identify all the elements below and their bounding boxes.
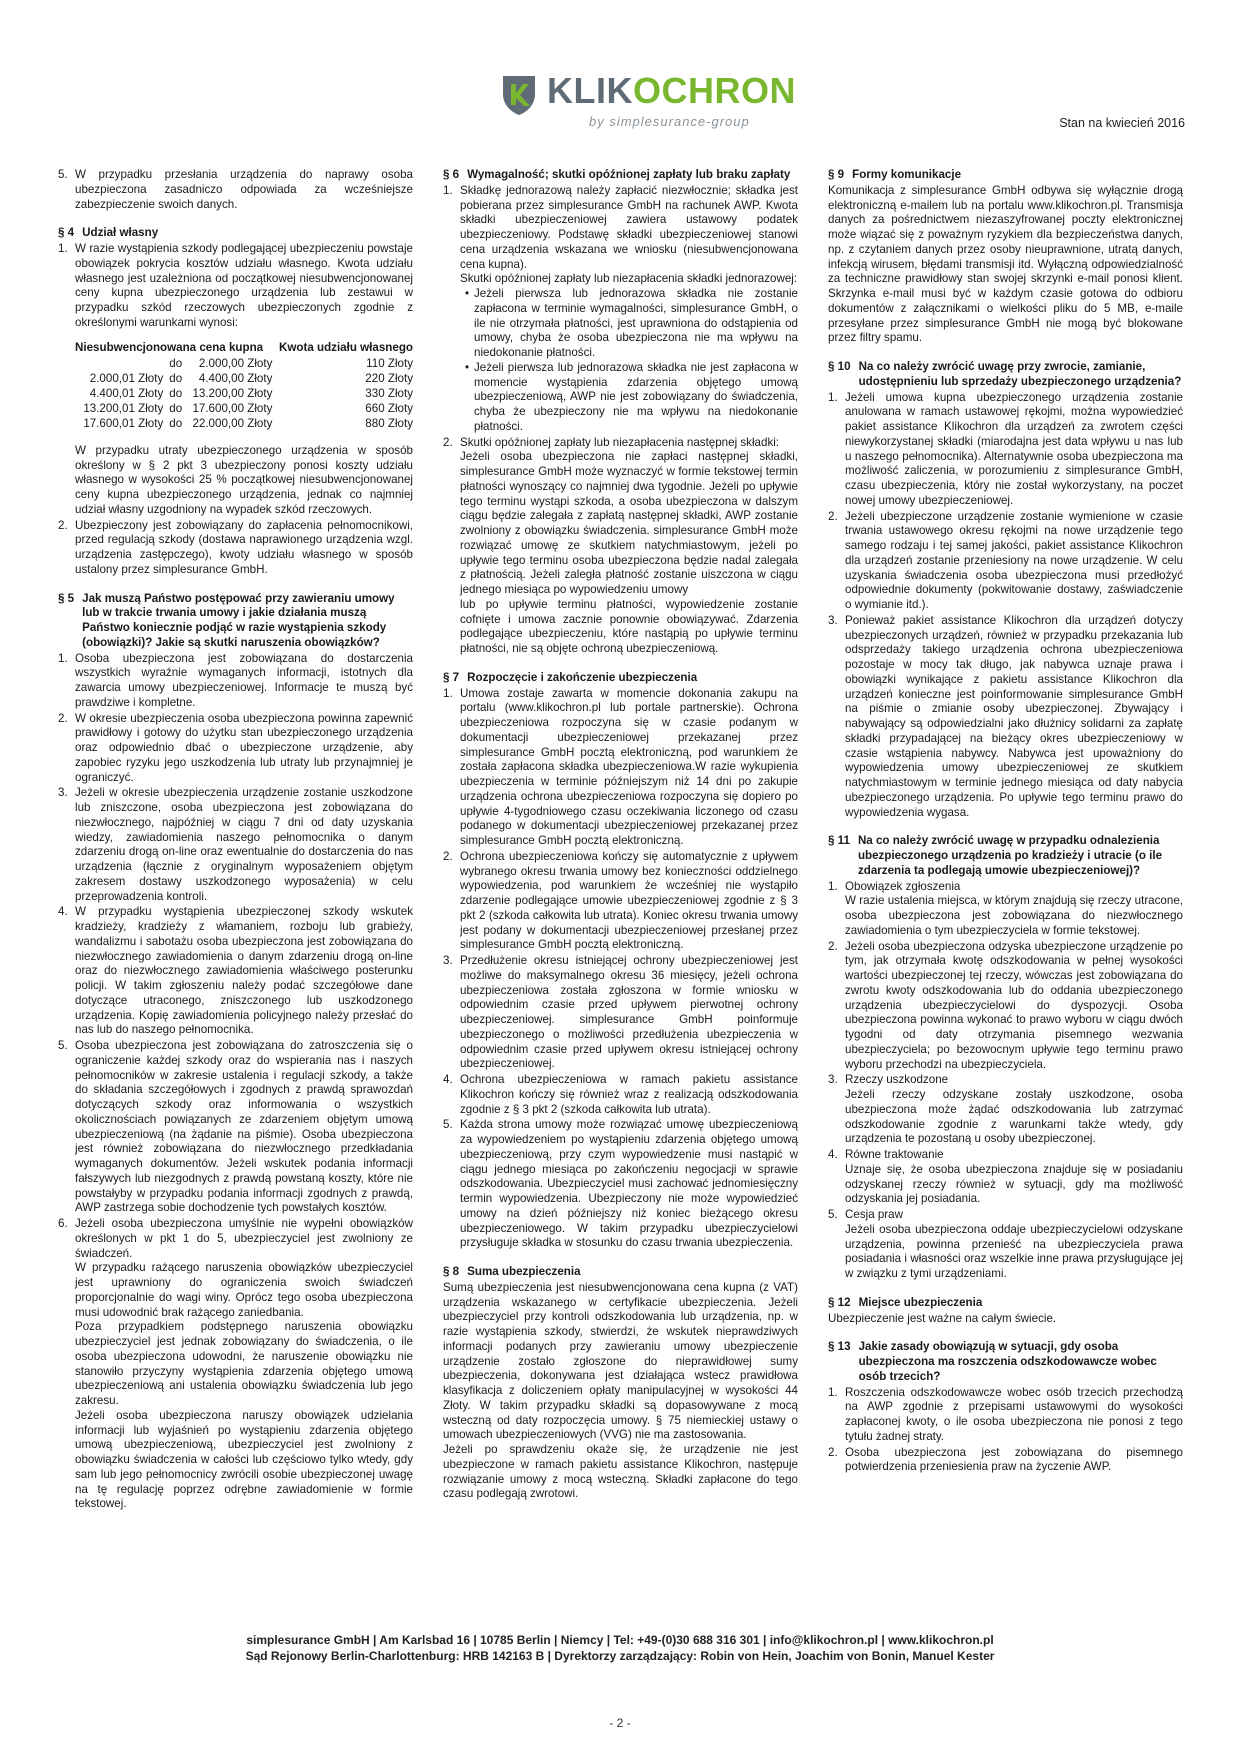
item-number: 3. [828, 1073, 838, 1087]
list-item [828, 1386, 1183, 1445]
item-number: 1. [58, 242, 68, 255]
shield-logo-icon [499, 72, 539, 116]
section-heading [828, 1340, 1183, 1384]
deductible-table [75, 341, 413, 432]
section-5 [58, 592, 413, 1513]
list-item [828, 614, 1183, 821]
section-13 [828, 1340, 1183, 1475]
section-title: Formy komunikacje [852, 168, 962, 181]
list-item [443, 1118, 798, 1251]
logo-tagline: by simplesurance-group [589, 114, 750, 129]
list-item [828, 510, 1183, 613]
section-number: § 6 [443, 168, 460, 181]
section-heading [828, 1296, 1183, 1311]
item-text: lub po upływie terminu płatności, wypowiedzenie zostanie cofnięte i umowa zacznie ponownie obowiązywać. Zdarzenia podlegające ubezpieczeniu, które nastąpią po upływie terminu płatności, nie są objęte ochroną ubezpieczeniową. [460, 597, 798, 655]
section-4 [58, 226, 413, 577]
list-item [443, 850, 798, 953]
list-item [443, 1073, 798, 1117]
section-heading [828, 834, 1183, 878]
list-item [58, 905, 413, 1038]
table-row [75, 417, 413, 432]
price-to: 17.600,00 Złoty [192, 401, 273, 415]
section-number: § 9 [828, 168, 845, 181]
section-title: Udział własny [82, 226, 159, 240]
list-item [58, 712, 413, 786]
item-text: Osoba ubezpieczona jest zobowiązana do zatroszczenia się o ograniczenie każdej szkody oraz do wspierania nas i naszych pełnomocników w zakresie ustalenia i regulacji szkody, a także do składania szczegółowych i zgodnych z prawdą sprawozdań dotyczących szkody oraz informowania o wszystkich okolicznościach powiązanych ze zdarzeniem objętym umową ubezpieczeniową (na żądanie na piśmie). Osoba ubezpieczona jest również zobowiązana do niezwłocznego przedkładania wymaganych dokumentów. Jeżeli wskutek podania informacji fałszywych lub niezgodnych z prawdą powstaną koszty, które nie powstałyby w przypadku podania informacji zgodnych z prawdą, AWP zastrzega sobie dochodzenie tych powstałych kosztów. [75, 1039, 413, 1215]
price-to: 13.200,00 Złoty [192, 387, 273, 401]
item-text: Jeżeli rzeczy odzyskane zostały uszkodzone, osoba ubezpieczona może żądać odszkodowania lub zatrzymać odszkodowanie zgodnie z warunkami także wtedy, gdy urządzenia te pozostaną u osoby ubezpieczonej. [845, 1088, 1183, 1146]
section-12 [828, 1296, 1183, 1327]
item-number: 3. [828, 613, 838, 627]
section-9 [828, 168, 1183, 346]
section-8 [443, 1265, 798, 1502]
list-item [58, 652, 413, 711]
item-number: 1. [58, 651, 68, 665]
item-text: Skutki opóźnionej zapłaty lub niezapłacenia składki jednorazowej: [460, 272, 798, 286]
section-number: § 13 [828, 1340, 851, 1354]
section-text: Sumą ubezpieczenia jest niesubwencjonowana cena kupna (z VAT) urządzenia wskazanego w certyfikacie ubezpieczenia. Jeżeli ubezpieczyciel przy kontroli odszkodowania lub urządzenia, np. w razie wystąpienia szkody, stwierdzi, że wskutek nieprawdziwych informacji podanych przy zawieraniu umowy ubezpieczenie urządzenie zostało zgłoszone do nieprawidłowej sumy ubezpieczenia, dokonywana jest działająca wstecz prawidłowa klasyfikacja z doliczeniem opłaty manipulacyjnej w wysokości 44 Złoty. W takim przypadku składki są dopasowywane z mocą wsteczną od daty rozpoczęcia umowy. § 75 niemieckiej ustawy o umowach ubezpieczeniowych (VVG) nie ma zastosowania. [443, 1280, 798, 1442]
list-item [828, 1148, 1183, 1207]
section-text: Ubezpieczenie jest ważne na całym świecie. [828, 1311, 1057, 1325]
list-item [828, 1208, 1183, 1282]
section-title: Miejsce ubezpieczenia [858, 1295, 983, 1309]
section-heading [443, 1265, 798, 1280]
item-number: 2. [443, 435, 453, 449]
item-number: 2. [443, 849, 453, 863]
item-text: Jeżeli ubezpieczone urządzenie zostanie wymienione w czasie trwania ustawowego okresu rękojmi na nowe urządzenie tego samego rodzaju i tej samej jakości, pakiet assistance Klikochron dla urządzeń zostanie przeniesiony na nowe urządzenie. W celu uzyskania świadczenia osoba ubezpieczona musi przedłożyć odpowiednie dokumenty (pokwitowanie dostawy, zaświadczenie o wymianie itd.). [845, 509, 1183, 611]
item-text: Ponieważ pakiet assistance Klikochron dla urządzeń dotyczy ubezpieczonych urządzeń, również w przypadku przekazania lub odsprzedaży takiego urządzenia ochrona ubezpieczeniowa pozostaje w mocy tak długo, jak nabywca uznaje prawa i obowiązki wynikające z pakietu assistance Klikochron dla urządzeń konieczne jest poinformowanie simplesurance GmbH na piśmie o zmianie osoby ubezpieczonej. Zbywający i nabywający są odpowiedzialni jako dłużnicy solidarni za zapłatę składki przypadającej na bieżący okres ubezpieczeniowy w czasie wstąpienia nabywcy. Nabywca jest upoważniony do wypowiedzenia umowy ubezpieczeniowej ze skutkiem natychmiastowym w terminie jednego miesiąca od daty nabycia ubezpieczonego urządzenia. Po upływie tego terminu prawo do wypowiedzenia wygasa. [845, 613, 1183, 819]
bullet-item [460, 287, 798, 361]
deductible-amount: 660 Złoty [365, 401, 413, 415]
section-title: Jakie zasady obowiązują w sytuacji, gdy osoba ubezpieczona ma roszczenia odszkodowawcze wobec osób trzecich? [858, 1340, 1157, 1383]
section-text: Komunikacja z simplesurance GmbH odbywa się wyłącznie drogą elektroniczną e-mailem lub na portalu www.klikochron.pl. Transmisja danych za pośrednictwem niezaszyfrowanej poczty elektronicznej może wiązać się z poważnym ryzykiem dla bezpieczeństwa danych, np. z czytaniem danych przez osoby nieuprawnione, utratą danych, infekcją wirusem, błędami transmisji itd. Wyłączną odpowiedzialność za techniczne prawidłowy stan swojej skrzynki e-mail ponosi klient. Skrzynka e-mail musi być w każdym czasie gotowa do odbioru dokumentów z załącznikami o wielkości pliku do 5 MB, e-maile przesyłane przez simplesurance GmbH nie mogą być blokowane przez filtry spamu. [828, 183, 1183, 345]
item-subheading: Równe traktowanie [845, 1148, 944, 1161]
table-row [75, 357, 413, 372]
item-subheading: Cesja praw [845, 1208, 903, 1221]
section-number: § 10 [828, 360, 851, 373]
bullet-text: Jeżeli pierwsza lub jednorazowa składka nie zostanie zapłacona w terminie wymagalności, simplesurance GmbH, o ile nie otrzymała płatności, jest uprawniona do odstąpienia od umowy, chyba że osoba ubezpieczona nie ma wpływu na niedokonanie płatności. [474, 287, 798, 359]
item-number: 3. [58, 786, 68, 800]
column-3 [828, 168, 1183, 1489]
item-number: 5. [58, 168, 68, 181]
item-text: Roszczenia odszkodowawcze wobec osób trzecich przechodzą na AWP zgodnie z przepisami ustawowymi do wysokości zapłaconej kwoty, o ile osoba ubezpieczona nie ponosi z tego tytułu żadnej straty. [845, 1385, 1183, 1443]
section-title: Suma ubezpieczenia [467, 1265, 581, 1278]
column-1 [58, 168, 413, 1526]
price-from: 2.000,01 Złoty [89, 372, 164, 386]
item-text: Jeżeli osoba ubezpieczona umyślnie nie wypełni obowiązków określonych w pkt 1 do 5, ubezpieczyciel jest zwolniony ze świadczeń. [75, 1217, 413, 1260]
item-text: W razie ustalenia miejsca, w którym znajdują się rzeczy utracone, osoba ubezpieczona jest zobowiązana do niezwłocznego zawiadomienia o tym ubezpieczyciela w formie tekstowej. [845, 894, 1183, 937]
item-text: W przypadku wystąpienia ubezpieczonej szkody wskutek kradzieży, kradzieży z włamaniem, rozboju lub grabieży, wandalizmu i sabotażu osoba ubezpieczona jest zobowiązana do niezwłocznego zawiadomienia o danym zdarzeniu drogą on-line oraz do niezwłocznego zawiadomienia właściwego posterunku policji. W takim zgłoszeniu należy podać szczegółowe dane dotyczące utraconego, zniszczonego lub uszkodzonego urządzenia. Kopię zawiadomienia policyjnego należy przesłać do nas lub do naszego pełnomocnika. [75, 905, 413, 1037]
list-item [828, 1073, 1183, 1147]
section-heading [828, 168, 1183, 183]
section-title: Wymagalność; skutki opóźnionej zapłaty lub braku zapłaty [467, 168, 791, 181]
item-text: Ochrona ubezpieczeniowa kończy się automatycznie z upływem wybranego okresu trwania umowy bez konieczności oddzielnego wypowiedzenia, pod warunkiem że wcześniej nie wystąpiło zdarzenie podlegające umowie ubezpieczeniowej zgodnie z § 3 pkt 2 (szkoda całkowita lub utrata). Koniec okresu trwania umowy jest podany w dokumentacji ubezpieczeniowej przesłanej przez simplesurance GmbH pocztą elektroniczną. [460, 849, 798, 952]
footer-registry-line: Sąd Rejonowy Berlin-Charlottenburg: HRB 142163 B | Dyrektorzy zarządzający: Robin von Hein, Joachim von Bonin, Manuel Kester [245, 1649, 995, 1663]
bullet-icon: • [464, 360, 470, 374]
item-number: 3. [443, 954, 453, 967]
section-7 [443, 671, 798, 1251]
list-item [828, 940, 1183, 1073]
item-text: Jeżeli osoba ubezpieczona oddaje ubezpieczycielowi odzyskane urządzenia, powinna przenieść na ubezpieczyciela prawa posiadania i własności oraz wszelkie inne prawa przysługujące jej w związku z tymi urządzeniami. [845, 1222, 1183, 1280]
price-separator: do [169, 372, 183, 386]
item-number: 2. [58, 711, 68, 725]
logo-wordmark-a: KLIK [547, 70, 633, 111]
section-number: § 12 [828, 1295, 851, 1309]
item-number: 2. [828, 509, 838, 523]
deductible-amount: 880 Złoty [365, 416, 413, 430]
list-item [443, 954, 798, 1072]
page-header [0, 68, 1240, 138]
section-title: Jak muszą Państwo postępować przy zawieraniu umowy lub w trakcie trwania umowy i jakie działania muszą Państwo koniecznie podjąć w razie wystąpienia szkody (obowiązki)? Jakie są skutki naruszenia obowiązków? [82, 591, 395, 649]
item-body [845, 1148, 1183, 1207]
deductible-amount: 220 Złoty [365, 372, 413, 386]
deductible-amount: 110 Złoty [366, 357, 413, 371]
section-heading [828, 360, 1183, 390]
section-heading [58, 592, 413, 651]
price-to: 2.000,00 Złoty [198, 357, 273, 371]
list-item [443, 687, 798, 849]
column-2 [443, 168, 798, 1516]
price-from: 4.400,01 Złoty [89, 387, 164, 401]
list-item [828, 391, 1183, 509]
date-note: Stan na kwiecień 2016 [1059, 116, 1185, 130]
item-text: Ochrona ubezpieczeniowa w ramach pakietu assistance Klikochron kończy się również wraz z realizacją odszkodowania zgodnie z § 3 pkt 2 (szkoda całkowita lub utrata). [460, 1073, 798, 1116]
page-footer [0, 1632, 1240, 1664]
item-text: Jeżeli w okresie ubezpieczenia urządzenie zostanie uszkodzone lub zniszczone, osoba ubezpieczona jest zobowiązana do niezwłocznego, najpóźniej w ciągu 7 dni od daty uzyskania wiedzy, zawiadomienia naszego pełnomocnika o danym zdarzeniu drogą on-line oraz ewentualnie do dostarczenia do nas urządzenia (łącznie z oryginalnym wyposażeniem objętym zakresem dostawy uszkodzonego wyposażenia) w celu przeprowadzenia kontroli. [75, 786, 413, 903]
item-text: Jeżeli osoba ubezpieczona odzyska ubezpieczone urządzenie po tym, jak otrzymała kwotę odszkodowania w pełnej wysokości wartości ubezpieczonej tej rzeczy, wówczas jest zobowiązana do zwrotu kwoty odszkodowania lub do oddania ubezpieczonego urządzenia ubezpieczycielowi do dyspozycji. Osoba ubezpieczona powinna wykonać to prawo wyboru w ciągu dwóch tygodni od daty otrzymania pisemnego wezwania ubezpieczyciela; po bezowocnym upływie tego terminu prawo wyboru przechodzi na ubezpieczyciela. [845, 939, 1183, 1071]
item-number: 1. [443, 686, 453, 700]
section-title: Rozpoczęcie i zakończenie ubezpieczenia [467, 670, 698, 684]
logo-wordmark-b: OCHRON [633, 70, 796, 111]
section-number: § 11 [828, 834, 850, 848]
item-body [845, 880, 1183, 939]
item-text: W razie wystąpienia szkody podlegającej ubezpieczeniu powstaje obowiązek pokrycia kosztów udziału własnego. Kwota udziału własnego jest uzależniona od początkowej niesubwencjonowanej ceny kupna ubezpieczonego urządzenia lub zestawui w przypadku szkód rzeczowych ubezpieczonych zgodnie z określonymi warunkami wynosi: [75, 242, 413, 329]
section-6 [443, 168, 798, 657]
section-number: § 5 [58, 591, 75, 605]
table-row [75, 372, 413, 387]
section-number: § 8 [443, 1265, 460, 1278]
item-text: Uznaje się, że osoba ubezpieczona znajduje się w posiadaniu odzyskanej rzeczy również w sytuacji, gdy ma możliwość odzyskania jej posiadania. [845, 1162, 1183, 1206]
price-from: 13.200,01 Złoty [83, 401, 164, 415]
item-text: Składkę jednorazową należy zapłacić niezwłocznie; składka jest pobierana przez simplesurance GmbH na rachunek AWP. Kwota składki ubezpieczeniowej zawiera ustawowy podatek ubezpieczeniowy. Podstawę składki ubezpieczeniowej stanowi cena urządzenia wskazana we wniosku (niesubwencjonowana cena kupna). [460, 183, 798, 271]
item-number: 2. [828, 1445, 838, 1459]
item-text: Przedłużenie okresu istniejącej ochrony ubezpieczeniowej jest możliwe do maksymalnego okresu 36 miesięcy, jeżeli ochrona ubezpieczeniowa została zgłoszona w formie wniosku w odpowiednim czasie przed upływem pierwotnej ochrony ubezpieczeniowej. simplesurance GmbH poinformuje ubezpieczonego o możliwości przedłużenia ubezpieczenia w odpowiednim czasie przed upływem okresu istniejącej ochrony ubezpieczeniowej. [460, 954, 798, 1071]
price-to: 4.400,00 Złoty [198, 372, 273, 386]
item-text: Jeżeli umowa kupna ubezpieczonego urządzenia zostanie anulowana w ramach ustawowej rękojmi, można wypowiedzieć pakiet assistance Klikochron dla urządzeń za zwrotem części niewykorzystanej składki (miarodajna jest data wpływu u nas lub u naszego pełnomocnika). Alternatywnie osoba ubezpieczona ma możliwość zaliczenia, w porozumieniu z simplesurance GmbH, czasu ubezpieczenia, który nie został wykorzystany, na poczet nowej umowy ubezpieczeniowej. [845, 390, 1183, 507]
item-number: 1. [828, 390, 838, 404]
item-number: 1. [828, 1385, 838, 1399]
item-subheading: Obowiązek zgłoszenia [845, 879, 961, 893]
intro-item [58, 168, 413, 212]
item-body [845, 1208, 1183, 1282]
list-item [828, 1446, 1183, 1476]
item-text: Umowa zostaje zawarta w momencie dokonania zakupu na portalu (www.klikochron.pl lub portale partnerskie). Ochrona ubezpieczeniowa rozpoczyna się w czasie podanym w dokumentacji ubezpieczeniowej przekazanej przez simplesurance GmbH pocztą elektroniczną, pod warunkiem że została zapłacona składka ubezpieczeniowa.W razie wykupienia ubezpieczenia w terminie późniejszym niż 14 dni po zakupie urządzenia ochrona ubezpieczeniowa rozpoczyna się dopiero po upływie 4-tygodniowego czasu oczekiwania liczonego od czasu podanego w dokumentacji ubezpieczeniowej przekazanej przez simplesurance GmbH pocztą elektroniczną. [460, 686, 798, 847]
section-heading [443, 168, 798, 183]
item-number: 4. [828, 1148, 838, 1161]
item-text: W przypadku utraty ubezpieczonego urządzenia w sposób określony w § 2 pkt 3 ubezpieczony ponosi koszty udziału własnego w wysokości 25 % początkowej niesubwencjonowanej ceny kupna ubezpieczonego urządzenia, jednak co najmniej udział własny uzgodniony na wypadek szkód rzeczowych. [75, 443, 413, 516]
price-from: 17.600,01 Złoty [83, 416, 164, 430]
section-heading [58, 226, 413, 241]
klikochron-logo [495, 70, 796, 134]
item-text: Osoba ubezpieczona jest zobowiązana do pisemnego potwierdzenia przeniesienia praw na życzenie AWP. [845, 1445, 1183, 1474]
table-row [75, 387, 413, 402]
list-item [828, 880, 1183, 939]
price-separator: do [169, 387, 183, 401]
price-separator: do [169, 401, 183, 415]
logo-wordmark [547, 70, 796, 112]
table-header-price: Niesubwencjonowana cena kupna [75, 340, 264, 354]
footer-contact-line: simplesurance GmbH | Am Karlsbad 16 | 10785 Berlin | Niemcy | Tel: +49-(0)30 688 316 301 | info@klikochron.pl | www.klikochron.pl [246, 1633, 994, 1647]
item-number: 4. [58, 905, 68, 919]
item-text: Jeżeli osoba ubezpieczona nie zapłaci następnej składki, simplesurance GmbH może wyznaczyć w formie tekstowej termin płatności wynoszący co najmniej dwa tygodnie. Jeżeli po upływie tego terminu wystąpi szkoda, a osoba ubezpieczona w dalszym ciągu będzie zalegała z zapłatą następnej składki, AWP zostanie zwolniony z obowiązku świadczenia. simplesurance GmbH może rozwiązać umowę ze skutkiem natychmiastowym, jeżeli po upływie tego terminu osoba ubezpieczona będzie nadal zalegała z płatnością. Jeżeli zaległa płatność zostanie uiszczona w ciągu jednego miesiąca po wypowiedzeniu umowy [460, 450, 798, 596]
list-item [58, 786, 413, 904]
item-text: W okresie ubezpieczenia osoba ubezpieczona powinna zapewnić prawidłowy i gotowy do użytku stan ubezpieczonego urządzenia oraz odpowiednio dbać o ubezpieczone urządzenie, aby zapobiec ryzyku jego uszkodzenia lub utraty lub przynajmniej je ograniczyć. [75, 711, 413, 784]
price-separator: do [169, 357, 183, 371]
table-header-fee: Kwota udziału własnego [279, 340, 413, 354]
list-item [58, 1039, 413, 1216]
item-number: 5. [58, 1039, 68, 1053]
item-text: Skutki opóźnionej zapłaty lub niezapłacenia następnej składki: [460, 435, 780, 449]
bullet-item [460, 361, 798, 435]
section-text: Jeżeli po sprawdzeniu okaże się, że urządzenie nie jest ubezpieczone w ramach pakietu assistance Klikochron, następuje rozwiązanie umowy z mocą wsteczną. Składki zapłacone do tego czasu podlegają zwrotowi. [443, 1443, 798, 1501]
section-number: § 4 [58, 226, 75, 240]
item-number: 4. [443, 1073, 453, 1086]
price-from [75, 357, 163, 372]
item-text: Jeżeli osoba ubezpieczona naruszy obowiązek udzielania informacji lub wyjaśnień po wystąpieniu zdarzenia objętego umową ubezpieczeniową, ubezpieczyciel jest zwolniony z obowiązku świadczenia w całości lub częściowo tylko wtedy, gdy sam lub jego pełnomocnicy zwrócili osobie ubezpieczonej uwagę na tę regulację poprzez odrębne zawiadomienie w formie tekstowej. [75, 1408, 413, 1511]
table-row [75, 402, 413, 417]
section-title: Na co należy zwrócić uwagę w przypadku odnalezienia ubezpieczonego urządzenia po kradzieży i utracie (o ile zdarzenia ta podlegają umowie ubezpieczeniowej)? [857, 834, 1163, 877]
section-10 [828, 360, 1183, 820]
section-title: Na co należy zwrócić uwagę przy zwrocie, zamianie, udostępnieniu lub sprzedaży ubezpieczonego urządzenia? [858, 360, 1182, 388]
section-number: § 7 [443, 670, 460, 684]
item-number: 6. [58, 1217, 68, 1231]
item-text: Każda strona umowy może rozwiązać umowę ubezpieczeniową za wypowiedzeniem po wystąpieniu zdarzenia objętego umową ubezpieczeniową, przy czym wypowiedzenie musi nastąpić w ciągu jednego miesiąca po zakończeniu negocjacji w sprawie odszkodowania. Ubezpieczyciel musi zachować jednomiesięczny termin wypowiedzenia. Ubezpieczony nie może wypowiedzieć umowy na dzień późniejszy niż koniec bieżącego okresu ubezpieczeniowego. W takim przypadku ubezpieczycielowi przysługuje składka w stosunku do czasu trwania ubezpieczenia. [460, 1118, 798, 1250]
section-heading [443, 671, 798, 686]
item-number: 5. [443, 1118, 453, 1132]
bullet-text: Jeżeli pierwsza lub jednorazowa składka nie jest zapłacona w momencie wystąpienia zdarzenia objętego umową ubezpieczeniową, AWP nie jest zobowiązany do świadczenia, chyba że ubezpieczony nie ma wpływu na niedokonanie płatności. [474, 360, 798, 433]
price-separator: do [169, 416, 183, 430]
item-text: Osoba ubezpieczona jest zobowiązana do dostarczenia wszystkich wyraźnie wymaganych informacji, istotnych dla zawarcia umowy ubezpieczeniowej. Informacje te muszą być prawdziwe i kompletne. [75, 651, 413, 709]
bullet-icon: • [464, 287, 470, 300]
item-number: 2. [58, 518, 68, 532]
item-text: Ubezpieczony jest zobowiązany do zapłacenia pełnomocnikowi, przed regulacją szkody (dostawa naprawionego urządzenia wzgl. urządzenia zastępczego), kwoty udziału własnego w sposób ustalony przez simplesurance GmbH. [75, 518, 413, 576]
page-number: - 2 - [609, 1716, 631, 1730]
item-text: W przypadku rażącego naruszenia obowiązków ubezpieczyciel jest uprawniony do ograniczenia swoich świadczeń proporcjonalnie do wagi winy. Oprócz tego osoba ubezpieczona musi udowodnić brak rażącego zaniedbania. [75, 1261, 413, 1319]
price-to: 22.000,00 Złoty [192, 416, 273, 430]
item-number: 2. [828, 939, 838, 953]
item-number: 1. [443, 183, 453, 197]
section-11 [828, 834, 1183, 1282]
item-body [845, 1073, 1183, 1147]
item-subheading: Rzeczy uszkodzone [845, 1073, 949, 1087]
item-number: 1. [828, 879, 838, 893]
item-text: Poza przypadkiem podstępnego naruszenia obowiązku ubezpieczyciel jest jednak zobowiązany do świadczenia, o ile osoba ubezpieczona udowodni, że naruszenie obowiązku nie stanowiło przyczyny wystąpienia zdarzenia objętego umową ubezpieczeniową ani ustalenia obowiązku świadczenia lub jego zakresu. [75, 1320, 413, 1408]
deductible-amount: 330 Złoty [365, 387, 413, 401]
item-text: W przypadku przesłania urządzenia do naprawy osoba ubezpieczona zasadniczo odpowiada za wcześniejsze zabezpieczenie swoich danych. [75, 168, 413, 211]
item-number: 5. [828, 1208, 838, 1221]
